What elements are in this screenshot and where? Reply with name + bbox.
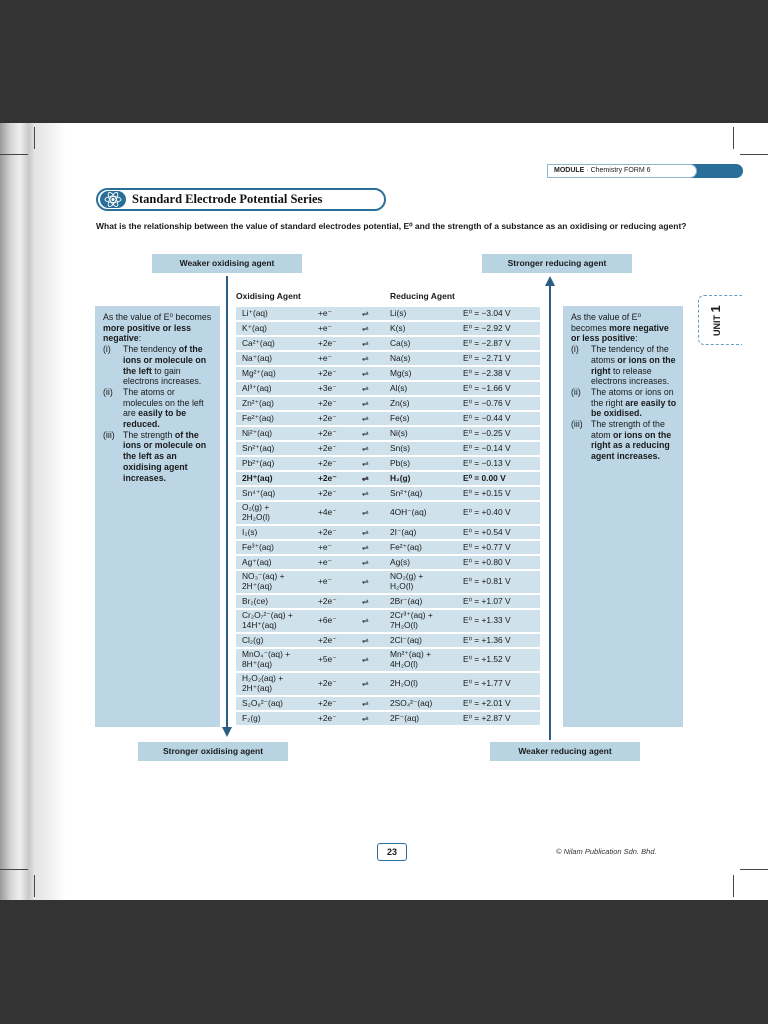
reducing-agent-cell: Zn(s)	[390, 397, 410, 408]
oxidising-agent-cell: NO₃⁻(aq) + 2H⁺(aq)	[242, 571, 285, 591]
potential-value-cell: E⁰ = +0.54 V	[463, 526, 511, 537]
electron-cell: +2e⁻	[318, 634, 337, 645]
reducing-agent-cell: Mn²⁺(aq) + 4H₂O(l)	[390, 649, 431, 669]
electron-cell: +2e⁻	[318, 678, 337, 689]
table-row	[236, 541, 540, 554]
electron-cell: +2e⁻	[318, 337, 337, 348]
oxidising-agent-header: Oxidising Agent	[236, 291, 301, 301]
potential-value-cell: E⁰ = −1.66 V	[463, 382, 511, 393]
electron-cell: +2e⁻	[318, 595, 337, 606]
equilibrium-arrow: ⇌	[362, 443, 369, 453]
oxidising-agent-cell: Br₂(ce)	[242, 595, 269, 606]
potential-value-cell: E⁰ = −0.44 V	[463, 412, 511, 423]
stronger-oxidising-label: Stronger oxidising agent	[138, 742, 288, 761]
electrode-potential-table	[236, 307, 540, 727]
electron-cell: +2e⁻	[318, 367, 337, 378]
reducing-agent-cell: Ag(s)	[390, 556, 411, 567]
electron-cell: +2e⁻	[318, 526, 337, 537]
oxidising-agent-cell: Pb²⁺(aq)	[242, 457, 275, 468]
equilibrium-arrow: ⇌	[362, 368, 369, 378]
table-row	[236, 322, 540, 335]
module-separator: ·	[586, 167, 589, 174]
weaker-oxidising-label: Weaker oxidising agent	[152, 254, 302, 273]
table-row	[236, 367, 540, 380]
equilibrium-arrow: ⇌	[362, 353, 369, 363]
equilibrium-arrow: ⇌	[362, 323, 369, 333]
left-box-intro: As the value of E⁰ becomes more positive or less negative:	[103, 312, 212, 344]
potential-value-cell: E⁰ = +0.81 V	[463, 576, 511, 587]
electron-cell: +e⁻	[318, 556, 332, 567]
item-text: The atoms or molecules on the left are easily to be reduced.	[123, 386, 204, 430]
oxidising-agent-cell: S₂O₈²⁻(aq)	[242, 697, 283, 708]
table-row	[236, 610, 540, 632]
copyright-notice: © Nilam Publication Sdn. Bhd.	[556, 847, 657, 856]
equilibrium-arrow: ⇌	[362, 308, 369, 318]
reducing-agent-cell: Li(s)	[390, 307, 407, 318]
electron-cell: +2e⁻	[318, 412, 337, 423]
equilibrium-arrow: ⇌	[362, 398, 369, 408]
item-number: (iii)	[571, 419, 583, 430]
equilibrium-arrow: ⇌	[362, 557, 369, 567]
equilibrium-arrow: ⇌	[362, 577, 369, 587]
oxidising-agent-cell: Mg²⁺(aq)	[242, 367, 276, 378]
oxidising-agent-cell: O₂(g) + 2H₂O(l)	[242, 502, 270, 522]
crop-mark	[740, 869, 768, 870]
right-box-item	[571, 419, 678, 462]
reducing-agent-cell: Mg(s)	[390, 367, 412, 378]
table-row	[236, 442, 540, 455]
weaker-reducing-label: Weaker reducing agent	[490, 742, 640, 761]
potential-value-cell: E⁰ = +0.40 V	[463, 507, 511, 518]
oxidising-agent-cell: Ag⁺(aq)	[242, 556, 272, 567]
electron-cell: +2e⁻	[318, 427, 337, 438]
equilibrium-arrow: ⇌	[362, 458, 369, 468]
oxidising-agent-cell: 2H⁺(aq)	[242, 472, 273, 483]
table-row	[236, 427, 540, 440]
left-box-item	[103, 344, 215, 387]
equilibrium-arrow: ⇌	[362, 473, 369, 483]
reducing-agent-cell: NO₂(g) + H₂O(l)	[390, 571, 424, 591]
oxidising-agent-cell: Al³⁺(aq)	[242, 382, 272, 393]
unit-tab	[698, 295, 742, 345]
module-subject: Chemistry FORM 6	[590, 167, 651, 174]
potential-value-cell: E⁰ = +0.77 V	[463, 541, 511, 552]
electron-cell: +2e⁻	[318, 397, 337, 408]
down-arrow-shaft	[226, 276, 228, 729]
reducing-agent-cell: 2Br⁻(aq)	[390, 595, 423, 606]
electron-cell: +2e⁻	[318, 472, 337, 483]
question-text: What is the relationship between the value of standard electrodes potential, E⁰ and the strength of a substance as an oxidising or reducing agent?	[96, 221, 687, 231]
equilibrium-arrow: ⇌	[362, 542, 369, 552]
table-row	[236, 526, 540, 539]
oxidising-agent-cell: Ca²⁺(aq)	[242, 337, 275, 348]
left-box-item	[103, 430, 215, 484]
table-row	[236, 571, 540, 593]
table-row	[236, 382, 540, 395]
page-number: 23	[377, 843, 407, 861]
table-row	[236, 649, 540, 671]
reducing-agent-cell: Ni(s)	[390, 427, 408, 438]
oxidising-agent-cell: Fe³⁺(aq)	[242, 541, 274, 552]
electron-cell: +2e⁻	[318, 487, 337, 498]
reducing-agent-cell: Ca(s)	[390, 337, 411, 348]
potential-value-cell: E⁰ = −2.71 V	[463, 352, 511, 363]
electron-cell: +e⁻	[318, 541, 332, 552]
potential-value-cell: E⁰ = +1.33 V	[463, 615, 511, 626]
potential-value-cell: E⁰ = −0.14 V	[463, 442, 511, 453]
electron-cell: +6e⁻	[318, 615, 337, 626]
reducing-agent-cell: 2I⁻(aq)	[390, 526, 417, 537]
oxidising-agent-cell: Li⁺(aq)	[242, 307, 268, 318]
table-row	[236, 712, 540, 725]
equilibrium-arrow: ⇌	[362, 413, 369, 423]
item-number: (ii)	[571, 386, 581, 397]
potential-value-cell: E⁰ = +1.36 V	[463, 634, 511, 645]
atom-icon	[100, 191, 126, 208]
potential-value-cell: E⁰ = +1.77 V	[463, 678, 511, 689]
equilibrium-arrow: ⇌	[362, 713, 369, 723]
equilibrium-arrow: ⇌	[362, 527, 369, 537]
potential-value-cell: E⁰ = −0.76 V	[463, 397, 511, 408]
table-row	[236, 697, 540, 710]
oxidising-agent-cell: Sn⁴⁺(aq)	[242, 487, 276, 498]
oxidising-agent-cell: MnO₄⁻(aq) + 8H⁺(aq)	[242, 649, 291, 669]
page-title: Standard Electrode Potential Series	[132, 192, 323, 206]
reducing-agent-cell: 2Cl⁻(aq)	[390, 634, 422, 645]
electron-cell: +2e⁻	[318, 442, 337, 453]
table-row	[236, 634, 540, 647]
item-number: (ii)	[103, 386, 113, 397]
electron-cell: +4e⁻	[318, 507, 337, 518]
table-row	[236, 673, 540, 695]
oxidising-agent-cell: I₂(s)	[242, 526, 258, 537]
equilibrium-arrow: ⇌	[362, 508, 369, 518]
left-explanation-box	[95, 306, 220, 727]
module-word: MODULE	[554, 167, 585, 174]
electron-cell: +3e⁻	[318, 382, 337, 393]
reducing-agent-cell: Sn(s)	[390, 442, 411, 453]
crop-mark	[740, 154, 768, 155]
oxidising-agent-cell: H₂O₂(aq) + 2H⁺(aq)	[242, 673, 284, 693]
electron-cell: +5e⁻	[318, 654, 337, 665]
reducing-agent-cell: Pb(s)	[390, 457, 411, 468]
table-row	[236, 307, 540, 320]
stronger-reducing-label: Stronger reducing agent	[482, 254, 632, 273]
reducing-agent-cell: 2SO₄²⁻(aq)	[390, 697, 433, 708]
oxidising-agent-cell: Cr₂O₇²⁻(aq) + 14H⁺(aq)	[242, 610, 293, 630]
equilibrium-arrow: ⇌	[362, 488, 369, 498]
potential-value-cell: E⁰ = −2.38 V	[463, 367, 511, 378]
item-number: (i)	[571, 344, 579, 355]
oxidising-agent-cell: Na⁺(aq)	[242, 352, 273, 363]
up-arrow-shaft	[549, 285, 551, 740]
right-explanation-box	[563, 306, 683, 727]
electron-cell: +2e⁻	[318, 697, 337, 708]
reducing-agent-cell: 2F⁻(aq)	[390, 712, 420, 723]
table-row	[236, 556, 540, 569]
oxidising-agent-cell: Fe²⁺(aq)	[242, 412, 274, 423]
page-binding-shadow	[36, 123, 66, 900]
electron-cell: +2e⁻	[318, 457, 337, 468]
electron-cell: +e⁻	[318, 576, 332, 587]
electron-cell: +e⁻	[318, 352, 332, 363]
item-number: (i)	[103, 344, 111, 355]
crop-mark	[34, 127, 35, 149]
equilibrium-arrow: ⇌	[362, 635, 369, 645]
reducing-agent-cell: 2H₂O(l)	[390, 678, 418, 689]
potential-value-cell: E⁰ = −0.25 V	[463, 427, 511, 438]
down-arrow-head	[222, 727, 232, 737]
potential-value-cell: E⁰ = +1.52 V	[463, 654, 511, 665]
potential-value-cell: E⁰ = +1.07 V	[463, 595, 511, 606]
section-title-box	[96, 188, 386, 211]
reducing-agent-cell: 2Cr³⁺(aq) + 7H₂O(l)	[390, 610, 433, 630]
module-header	[547, 164, 743, 178]
potential-value-cell: E⁰ = 0.00 V	[463, 472, 506, 483]
potential-value-cell: E⁰ = +0.15 V	[463, 487, 511, 498]
item-text: The tendency of the atoms or ions on the right to release electrons increases.	[591, 344, 676, 387]
oxidising-agent-cell: F₂(g)	[242, 712, 261, 723]
item-text: The tendency of the ions or molecule on the left to gain electrons increases.	[123, 344, 207, 387]
potential-value-cell: E⁰ = −2.87 V	[463, 337, 511, 348]
equilibrium-arrow: ⇌	[362, 616, 369, 626]
table-row	[236, 487, 540, 500]
right-box-item	[571, 387, 678, 419]
oxidising-agent-cell: Cl₂(g)	[242, 634, 264, 645]
reducing-agent-cell: 4OH⁻(aq)	[390, 507, 427, 518]
crop-mark	[34, 875, 35, 897]
reducing-agent-cell: Al(s)	[390, 382, 408, 393]
unit-tab-label: UNIT 1	[708, 305, 723, 336]
page-binding	[0, 123, 36, 900]
potential-value-cell: E⁰ = +2.01 V	[463, 697, 511, 708]
reducing-agent-cell: Na(s)	[390, 352, 411, 363]
oxidising-agent-cell: Ni²⁺(aq)	[242, 427, 273, 438]
right-box-intro: As the value of E⁰ becomes more negative or less positive:	[571, 312, 669, 344]
reducing-agent-cell: K(s)	[390, 322, 406, 333]
table-row	[236, 502, 540, 524]
reducing-agent-cell: Fe²⁺(aq)	[390, 541, 422, 552]
table-row	[236, 337, 540, 350]
reducing-agent-header: Reducing Agent	[390, 291, 455, 301]
table-row	[236, 352, 540, 365]
equilibrium-arrow: ⇌	[362, 698, 369, 708]
electron-cell: +e⁻	[318, 322, 332, 333]
table-row	[236, 472, 540, 485]
electron-cell: +2e⁻	[318, 712, 337, 723]
electron-cell: +e⁻	[318, 307, 332, 318]
oxidising-agent-cell: Zn²⁺(aq)	[242, 397, 274, 408]
potential-value-cell: E⁰ = +2.87 V	[463, 712, 511, 723]
left-box-item	[103, 387, 215, 430]
equilibrium-arrow: ⇌	[362, 383, 369, 393]
oxidising-agent-cell: Sn²⁺(aq)	[242, 442, 275, 453]
table-row	[236, 412, 540, 425]
table-row	[236, 397, 540, 410]
item-text: The strength of the atom or ions on the right as a reducing agent increases.	[591, 419, 672, 462]
equilibrium-arrow: ⇌	[362, 338, 369, 348]
crop-mark	[733, 875, 734, 897]
crop-mark	[733, 127, 734, 149]
item-number: (iii)	[103, 429, 115, 440]
equilibrium-arrow: ⇌	[362, 428, 369, 438]
item-text: The strength of the ions or molecule on the left as an oxidising agent increases.	[123, 429, 207, 483]
potential-value-cell: E⁰ = −2.92 V	[463, 322, 511, 333]
item-text: The atoms or ions on the right are easily to be oxidised.	[591, 386, 677, 419]
potential-value-cell: E⁰ = −3.04 V	[463, 307, 511, 318]
equilibrium-arrow: ⇌	[362, 655, 369, 665]
equilibrium-arrow: ⇌	[362, 596, 369, 606]
right-box-item	[571, 344, 678, 387]
equilibrium-arrow: ⇌	[362, 679, 369, 689]
module-label	[547, 164, 697, 178]
textbook-page	[0, 123, 768, 900]
potential-value-cell: E⁰ = −0.13 V	[463, 457, 511, 468]
table-row	[236, 595, 540, 608]
crop-mark	[0, 869, 28, 870]
oxidising-agent-cell: K⁺(aq)	[242, 322, 267, 333]
reducing-agent-cell: Fe(s)	[390, 412, 410, 423]
potential-value-cell: E⁰ = +0.80 V	[463, 556, 511, 567]
table-row	[236, 457, 540, 470]
crop-mark	[0, 154, 28, 155]
reducing-agent-cell: H₂(g)	[390, 472, 411, 483]
reducing-agent-cell: Sn²⁺(aq)	[390, 487, 423, 498]
